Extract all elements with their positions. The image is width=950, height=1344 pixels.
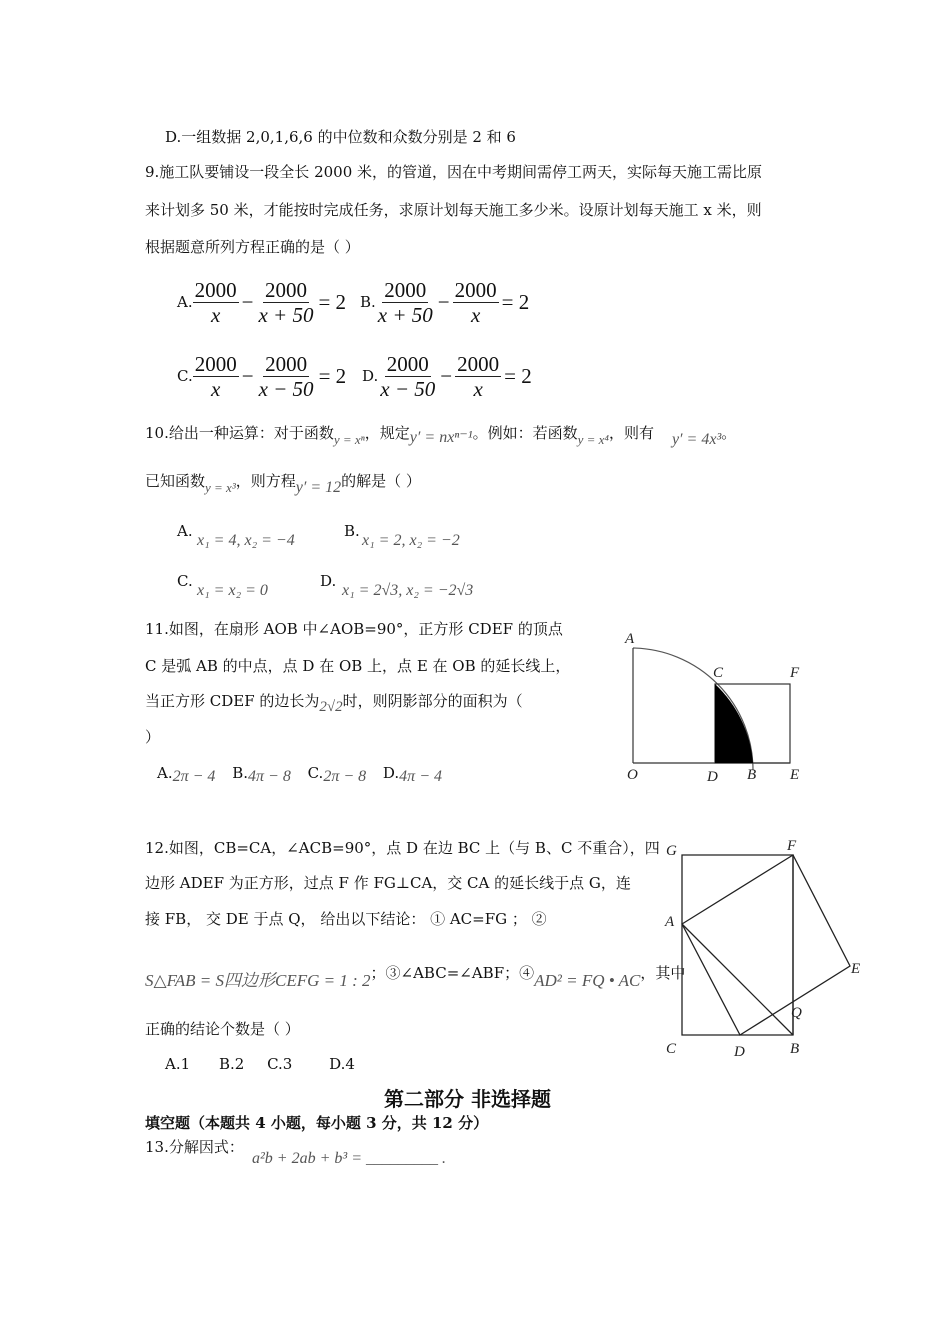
q10-line-2: 已知函数y = x³，则方程y′ = 12的解是（ ）	[145, 472, 421, 496]
q11-line-3: 当正方形 CDEF 的边长为2√2时，则阴影部分的面积为（	[145, 692, 523, 715]
label-b: B	[747, 767, 757, 783]
q12-line-4: S△FAB = S四边形CEFG = 1 : 2；③∠ABC=∠ABF；④AD² = FQ • AC，其中	[145, 964, 686, 990]
q12-figure	[660, 835, 870, 1065]
label-e: E	[790, 767, 800, 783]
q12-options: A.1 B.2 C.3 D.4	[165, 1055, 355, 1073]
square-gcbf	[682, 855, 793, 1035]
label-a: A	[665, 914, 675, 930]
label-e: E	[851, 961, 861, 977]
label-f: F	[787, 838, 797, 854]
q11-line-4: ）	[145, 728, 161, 746]
shaded-region	[715, 684, 753, 763]
q11-line-2: C 是弧 AB 的中点，点 D 在 OB 上，点 E 在 OB 的延长线上，	[145, 657, 571, 675]
fill-in-heading: 填空题（本题共 4 小题，每小题 3 分，共 12 分）	[145, 1114, 489, 1132]
q10-option-c: C.	[177, 572, 193, 590]
q9-line-1: 9.施工队要铺设一段全长 2000 米，的管道，因在中考期间需停工两天，实际每天施工需比原	[145, 163, 763, 181]
segment-ab	[682, 924, 793, 1035]
q12-line-5: 正确的结论个数是（ ）	[145, 1020, 300, 1038]
label-f: F	[790, 665, 800, 681]
q11-figure	[615, 625, 815, 790]
q10-option-d-expr: x₁ = 2√3, x₂ = −2√3	[342, 582, 474, 599]
q9-option-d: D. $\frac{2000}{x - 50}$ − $\frac{2000}{x}$ = 2	[362, 352, 532, 401]
q9-option-b: B. $\frac{2000}{x + 50}$ − $\frac{2000}{x}$ = 2	[360, 278, 530, 327]
q8-option-d: D.一组数据 2,0,1,6,6 的中位数和众数分别是 2 和 6	[165, 128, 516, 146]
q10-option-b: B.	[344, 522, 360, 540]
label-c: C	[713, 665, 724, 681]
label-d: D	[707, 769, 718, 785]
q10-option-c-expr: x₁ = x₂ = 0	[197, 582, 268, 599]
q10-option-a-expr: x₁ = 4, x₂ = −4	[197, 532, 295, 549]
q9-option-c: C. $\frac{2000}{x}$ − $\frac{2000}{x - 50}$ = 2	[177, 352, 347, 401]
q10-option-b-expr: x₁ = 2, x₂ = −2	[362, 532, 460, 549]
q11-options: A.2π − 4 B.4π − 8 C.2π − 8 D.4π − 4	[157, 764, 442, 785]
label-c: C	[666, 1041, 677, 1057]
q9-line-3: 根据题意所列方程正确的是（ ）	[145, 238, 360, 256]
sector-diagram	[633, 648, 790, 770]
q10-option-d: D.	[320, 572, 337, 590]
q11-line-1: 11.如图，在扇形 AOB 中∠AOB=90°，正方形 CDEF 的顶点	[145, 620, 563, 638]
label-b: B	[790, 1041, 800, 1057]
q13-expression: a²b + 2ab + b³ = _________ .	[252, 1150, 446, 1167]
q12-line-3: 接 FB， 交 DE 于点 Q， 给出以下结论： ① AC=FG ； ②	[145, 910, 547, 928]
label-g: G	[666, 843, 677, 859]
q9-option-a: A. $\frac{2000}{x}$ − $\frac{2000}{x + 50}$ = 2	[177, 278, 347, 327]
q9-line-2: 来计划多 50 米，才能按时完成任务，求原计划每天施工多少米。设原计划每天施工 x 米，则	[145, 201, 762, 219]
q10-option-a: A.	[177, 522, 193, 540]
q12-line-2: 边形 ADEF 为正方形，过点 F 作 FG⊥CA，交 CA 的延长线于点 G，连	[145, 874, 631, 892]
q13-label: 13.分解因式：	[145, 1138, 244, 1156]
q10-line-1: 10.给出一种运算：对于函数y = xⁿ，规定y′ = nxⁿ⁻¹。例如：若函数y = x⁴，则有 y′ = 4x³。	[145, 424, 737, 448]
label-q: Q	[791, 1005, 802, 1021]
label-a: A	[625, 631, 635, 647]
section-title: 第二部分 非选择题	[384, 1087, 551, 1111]
q12-line-1: 12.如图，CB=CA，∠ACB=90°，点 D 在边 BC 上（与 B、C 不重合），四	[145, 839, 660, 857]
label-o: O	[627, 767, 638, 783]
label-d: D	[734, 1044, 745, 1060]
